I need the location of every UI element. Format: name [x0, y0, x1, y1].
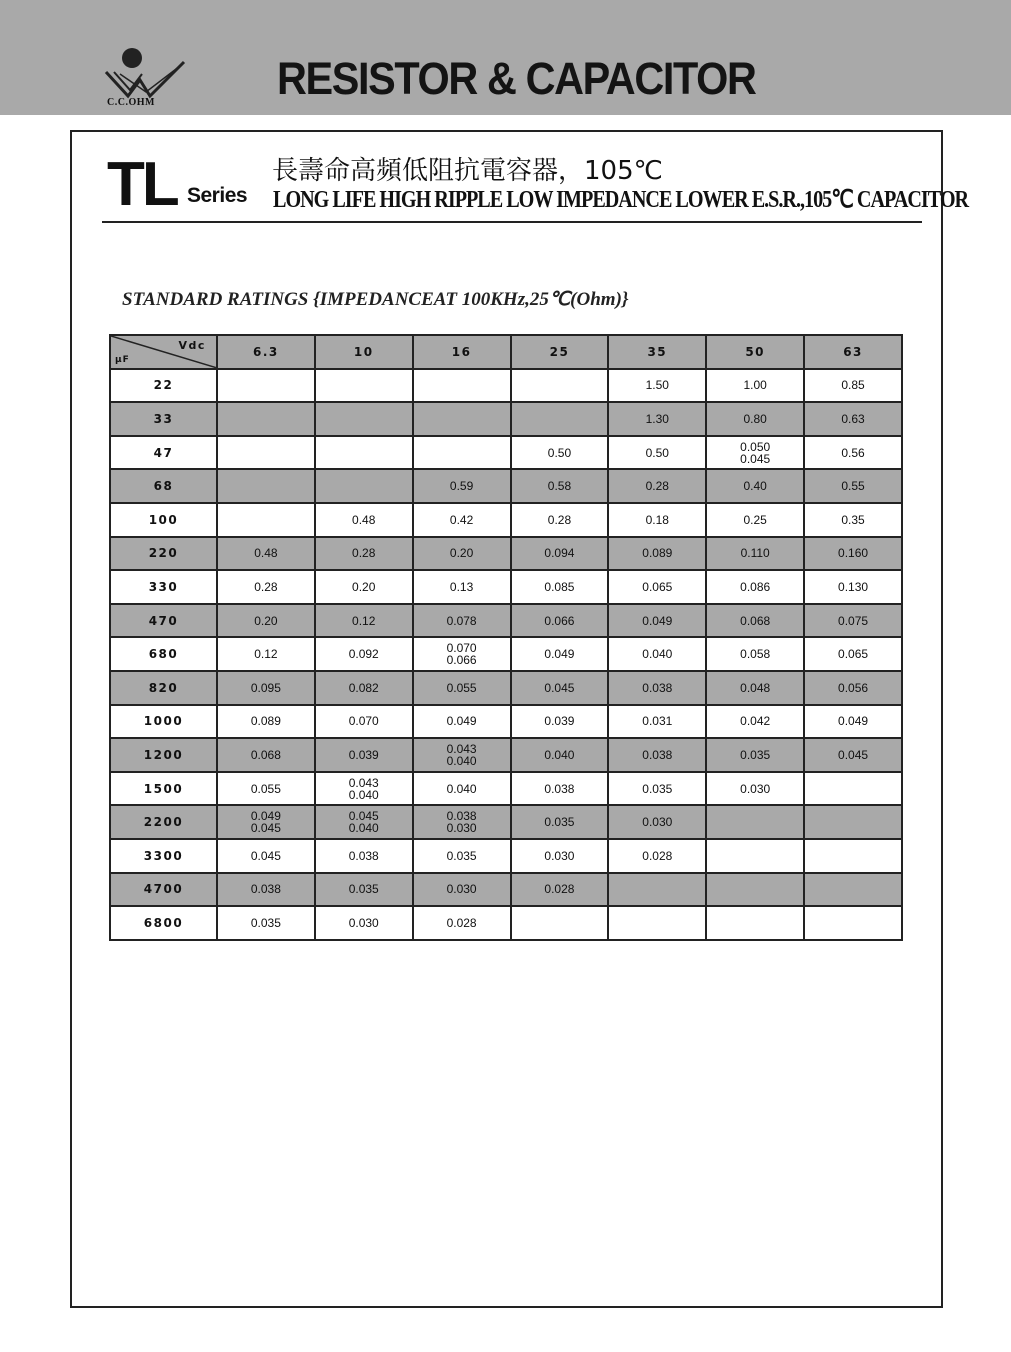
impedance-value-line: 0.049 [250, 809, 281, 824]
impedance-cell [315, 772, 413, 806]
capacitance-cell: 6800 [110, 906, 217, 940]
capacitance-cell: 680 [110, 637, 217, 671]
impedance-cell [413, 637, 511, 671]
table-row [110, 402, 902, 436]
impedance-cell: 0.035 [217, 906, 315, 940]
impedance-cell: 0.038 [608, 671, 706, 705]
table-row [110, 637, 902, 671]
capacitance-cell: 220 [110, 537, 217, 571]
impedance-value-line: 0.066 [446, 653, 477, 668]
impedance-cell: 0.12 [217, 637, 315, 671]
impedance-cell [511, 906, 609, 940]
impedance-cell: 0.28 [315, 537, 413, 571]
impedance-cell [706, 839, 804, 873]
impedance-cell [608, 873, 706, 907]
impedance-value-line: 0.043 [348, 775, 379, 790]
impedance-cell [315, 369, 413, 403]
impedance-cell [217, 469, 315, 503]
impedance-cell [804, 839, 902, 873]
impedance-cell: 0.058 [706, 637, 804, 671]
impedance-cell: 0.160 [804, 537, 902, 571]
title-divider [102, 221, 922, 223]
impedance-cell: 0.039 [511, 705, 609, 739]
impedance-value-line: 0.045 [250, 821, 281, 836]
impedance-value-line: 0.030 [446, 821, 477, 836]
impedance-cell: 0.20 [315, 570, 413, 604]
impedance-value-line: 0.040 [348, 821, 379, 836]
impedance-cell [706, 873, 804, 907]
table-row [110, 369, 902, 403]
impedance-cell: 0.038 [511, 772, 609, 806]
series-code: TL [107, 150, 177, 219]
vdc-label: Vdc [178, 339, 206, 352]
table-row [110, 805, 902, 839]
impedance-cell: 0.095 [217, 671, 315, 705]
impedance-cell [315, 402, 413, 436]
capacitance-cell: 1500 [110, 772, 217, 806]
page-header-title: RESISTOR & CAPACITOR [277, 53, 756, 104]
impedance-cell: 0.035 [315, 873, 413, 907]
voltage-header: 25 [511, 335, 609, 369]
impedance-value-line: 0.040 [348, 787, 379, 802]
impedance-cell: 0.030 [315, 906, 413, 940]
impedance-cell: 0.055 [413, 671, 511, 705]
capacitance-cell: 22 [110, 369, 217, 403]
table-header-row [110, 335, 902, 369]
impedance-cell: 0.086 [706, 570, 804, 604]
section-title: STANDARD RATINGS {IMPEDANCEAT 100KHz,25℃(Ohm)} [122, 289, 629, 310]
table-row [110, 570, 902, 604]
series-chinese-title: 長壽命高頻低阻抗電容器，105℃ [272, 156, 663, 186]
impedance-cell: 0.42 [413, 503, 511, 537]
impedance-cell: 0.28 [217, 570, 315, 604]
impedance-value-line: 0.070 [446, 641, 477, 656]
impedance-cell: 0.056 [804, 671, 902, 705]
impedance-cell: 0.038 [608, 738, 706, 772]
impedance-cell: 0.075 [804, 604, 902, 638]
impedance-cell: 1.00 [706, 369, 804, 403]
impedance-cell: 0.12 [315, 604, 413, 638]
impedance-cell: 0.20 [217, 604, 315, 638]
impedance-cell: 0.045 [804, 738, 902, 772]
impedance-cell: 0.049 [608, 604, 706, 638]
voltage-header: 10 [315, 335, 413, 369]
capacitance-cell: 33 [110, 402, 217, 436]
impedance-cell: 0.80 [706, 402, 804, 436]
impedance-cell: 0.035 [413, 839, 511, 873]
impedance-cell [511, 402, 609, 436]
table-row [110, 503, 902, 537]
impedance-cell: 0.082 [315, 671, 413, 705]
impedance-cell [608, 906, 706, 940]
impedance-value-line: 0.040 [446, 753, 477, 768]
impedance-cell: 0.049 [804, 705, 902, 739]
impedance-cell: 0.089 [217, 705, 315, 739]
impedance-cell [511, 369, 609, 403]
impedance-cell: 0.065 [804, 637, 902, 671]
impedance-cell: 0.038 [217, 873, 315, 907]
impedance-cell: 0.48 [315, 503, 413, 537]
impedance-cell [217, 436, 315, 470]
capacitance-cell: 820 [110, 671, 217, 705]
impedance-cell: 0.20 [413, 537, 511, 571]
impedance-cell: 0.50 [608, 436, 706, 470]
impedance-cell: 0.50 [511, 436, 609, 470]
impedance-cell [804, 906, 902, 940]
impedance-cell: 0.038 [315, 839, 413, 873]
impedance-cell: 0.63 [804, 402, 902, 436]
impedance-cell [706, 436, 804, 470]
impedance-cell: 0.030 [608, 805, 706, 839]
corner-header-cell [110, 335, 217, 369]
impedance-cell [217, 369, 315, 403]
table-row [110, 469, 902, 503]
impedance-cell: 0.031 [608, 705, 706, 739]
impedance-cell: 0.040 [608, 637, 706, 671]
capacitance-cell: 330 [110, 570, 217, 604]
impedance-cell: 0.040 [413, 772, 511, 806]
impedance-cell: 0.042 [706, 705, 804, 739]
voltage-header: 6.3 [217, 335, 315, 369]
voltage-header: 50 [706, 335, 804, 369]
impedance-cell: 0.28 [511, 503, 609, 537]
impedance-cell: 0.070 [315, 705, 413, 739]
impedance-cell: 0.030 [706, 772, 804, 806]
impedance-cell [804, 873, 902, 907]
capacitance-cell: 68 [110, 469, 217, 503]
impedance-cell: 0.58 [511, 469, 609, 503]
impedance-cell [217, 402, 315, 436]
capacitance-cell: 4700 [110, 873, 217, 907]
capacitance-cell: 100 [110, 503, 217, 537]
impedance-cell: 0.18 [608, 503, 706, 537]
impedance-cell: 1.30 [608, 402, 706, 436]
impedance-cell: 0.045 [511, 671, 609, 705]
voltage-header: 63 [804, 335, 902, 369]
impedance-cell: 0.28 [608, 469, 706, 503]
uf-label: μF [115, 354, 130, 365]
voltage-header: 16 [413, 335, 511, 369]
series-english-title: LONG LIFE HIGH RIPPLE LOW IMPEDANCE LOWER E.S.R.,105℃ CAPACITOR [273, 187, 969, 213]
impedance-cell: 0.040 [511, 738, 609, 772]
impedance-cell: 0.13 [413, 570, 511, 604]
impedance-cell: 0.045 [217, 839, 315, 873]
impedance-cell: 0.028 [413, 906, 511, 940]
impedance-cell: 0.028 [511, 873, 609, 907]
impedance-cell: 0.59 [413, 469, 511, 503]
impedance-cell: 0.035 [511, 805, 609, 839]
impedance-cell: 0.85 [804, 369, 902, 403]
impedance-cell: 0.085 [511, 570, 609, 604]
impedance-cell: 0.110 [706, 537, 804, 571]
impedance-cell [413, 402, 511, 436]
table-row [110, 906, 902, 940]
impedance-cell: 0.055 [217, 772, 315, 806]
impedance-cell [413, 369, 511, 403]
impedance-value-line: 0.038 [446, 809, 477, 824]
impedance-value-line: 0.050 [740, 439, 771, 454]
impedance-cell [315, 805, 413, 839]
impedance-cell: 0.065 [608, 570, 706, 604]
impedance-cell [315, 469, 413, 503]
impedance-cell: 0.030 [511, 839, 609, 873]
impedance-cell: 0.25 [706, 503, 804, 537]
impedance-cell: 0.40 [706, 469, 804, 503]
impedance-cell [413, 738, 511, 772]
series-word: Series [187, 184, 248, 207]
impedance-cell: 0.089 [608, 537, 706, 571]
impedance-cell: 0.049 [511, 637, 609, 671]
logo-text: C.C.OHM [107, 97, 155, 108]
voltage-header: 35 [608, 335, 706, 369]
impedance-cell: 0.068 [706, 604, 804, 638]
table-row [110, 839, 902, 873]
impedance-cell [804, 772, 902, 806]
impedance-cell: 0.094 [511, 537, 609, 571]
impedance-cell [413, 805, 511, 839]
capacitance-cell: 2200 [110, 805, 217, 839]
impedance-cell: 0.028 [608, 839, 706, 873]
table-row [110, 772, 902, 806]
impedance-cell: 0.035 [608, 772, 706, 806]
table-row [110, 671, 902, 705]
impedance-cell: 0.030 [413, 873, 511, 907]
impedance-cell [706, 906, 804, 940]
impedance-cell: 0.035 [706, 738, 804, 772]
impedance-value-line: 0.043 [446, 741, 477, 756]
capacitance-cell: 47 [110, 436, 217, 470]
impedance-cell: 0.130 [804, 570, 902, 604]
impedance-cell: 0.48 [217, 537, 315, 571]
table-row [110, 436, 902, 470]
capacitance-cell: 3300 [110, 839, 217, 873]
table-row [110, 705, 902, 739]
capacitance-cell: 1000 [110, 705, 217, 739]
capacitance-cell: 470 [110, 604, 217, 638]
impedance-value-line: 0.045 [348, 809, 379, 824]
ratings-table [109, 334, 903, 941]
impedance-cell: 0.092 [315, 637, 413, 671]
impedance-cell: 0.078 [413, 604, 511, 638]
impedance-value-line: 0.045 [740, 451, 771, 466]
impedance-cell: 0.56 [804, 436, 902, 470]
impedance-cell: 0.049 [413, 705, 511, 739]
impedance-cell [804, 805, 902, 839]
table-row [110, 604, 902, 638]
capacitance-cell: 1200 [110, 738, 217, 772]
impedance-cell: 0.048 [706, 671, 804, 705]
impedance-cell: 0.35 [804, 503, 902, 537]
impedance-cell: 0.066 [511, 604, 609, 638]
impedance-cell [217, 503, 315, 537]
impedance-cell: 0.55 [804, 469, 902, 503]
table-row [110, 738, 902, 772]
table-row [110, 873, 902, 907]
impedance-cell [706, 805, 804, 839]
impedance-cell: 0.039 [315, 738, 413, 772]
impedance-cell: 0.068 [217, 738, 315, 772]
impedance-cell [413, 436, 511, 470]
impedance-cell [217, 805, 315, 839]
table-row [110, 537, 902, 571]
impedance-cell: 1.50 [608, 369, 706, 403]
impedance-cell [315, 436, 413, 470]
